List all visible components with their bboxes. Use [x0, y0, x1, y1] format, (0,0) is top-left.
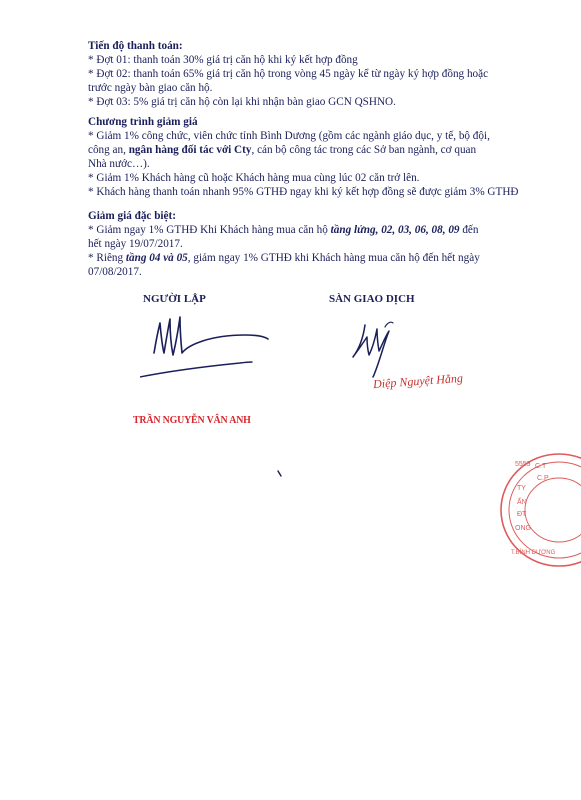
special-discount-heading: Giảm giá đặc biệt:	[88, 210, 176, 222]
right-signature	[345, 315, 415, 380]
floors-text: tầng lửng, 02, 03, 06, 08, 09	[330, 224, 460, 236]
stamp-text: C.T	[535, 463, 547, 470]
discount-line	[88, 143, 528, 157]
special-line	[88, 223, 528, 237]
stamp-text: 5553	[515, 461, 531, 468]
floors-text: tầng 04 và 05	[125, 252, 188, 264]
company-stamp	[497, 450, 581, 570]
discount-text: , cán bộ công tác trong các Sở ban ngành, cơ quan	[251, 144, 477, 156]
discount-line: Nhà nước…).	[88, 158, 150, 170]
stamp-text: C.P	[537, 475, 549, 482]
discount-heading: Chương trình giảm giá	[88, 116, 198, 128]
discount-text: công an,	[88, 144, 129, 156]
special-line	[88, 251, 528, 265]
stamp-text: TY	[517, 485, 526, 492]
payment-section	[88, 39, 528, 109]
special-line: 07/08/2017.	[88, 266, 142, 278]
discount-line: * Khách hàng thanh toán nhanh 95% GTHĐ ngay khi ký kết hợp đồng sẽ được giảm 3% GTHĐ	[88, 186, 519, 198]
left-signature-title: NGƯỜI LẬP	[143, 293, 206, 305]
payment-line: trước ngày bàn giao căn hộ.	[88, 82, 213, 94]
discount-line: * Giảm 1% công chức, viên chức tỉnh Bình Dương (gồm các ngành giáo dục, y tế, bộ đội,	[88, 130, 490, 142]
payment-line: * Đợt 03: 5% giá trị căn hộ còn lại khi nhận bàn giao GCN QSHNO.	[88, 96, 396, 108]
right-signature-title: SÀN GIAO DỊCH	[329, 293, 415, 305]
payment-line: * Đợt 02: thanh toán 65% giá trị căn hộ trong vòng 45 ngày kể từ ngày ký hợp đồng hoặc	[88, 68, 489, 80]
stamp-text: ĐT	[517, 511, 527, 518]
partner-bank-text: ngân hàng đối tác với Cty	[128, 144, 252, 156]
special-text: , giảm ngay 1% GTHĐ khi Khách hàng mua căn hộ đến hết ngày	[187, 252, 480, 264]
stamp-text: T.BÌNH DƯƠNG	[511, 550, 556, 556]
left-signature	[140, 305, 280, 385]
left-signer-name: TRẦN NGUYỄN VÂN ANH	[133, 414, 251, 426]
discount-section	[88, 115, 528, 199]
pen-mark	[277, 470, 283, 478]
right-signer-name: Diệp Nguyệt Hằng	[372, 370, 464, 392]
stamp-text: ẤN	[517, 499, 527, 506]
special-text: * Riêng	[88, 252, 126, 264]
payment-heading: Tiến độ thanh toán:	[88, 40, 183, 52]
stamp-text: ONG	[515, 525, 531, 532]
special-discount-section	[88, 209, 528, 279]
discount-line: * Giảm 1% Khách hàng cũ hoặc Khách hàng mua cùng lúc 02 căn trở lên.	[88, 172, 420, 184]
special-text: đến	[459, 224, 479, 236]
payment-line: * Đợt 01: thanh toán 30% giá trị căn hộ khi ký kết hợp đồng	[88, 54, 358, 66]
special-text: * Giảm ngay 1% GTHĐ Khi Khách hàng mua căn hộ	[88, 224, 331, 236]
special-line: hết ngày 19/07/2017.	[88, 238, 183, 250]
